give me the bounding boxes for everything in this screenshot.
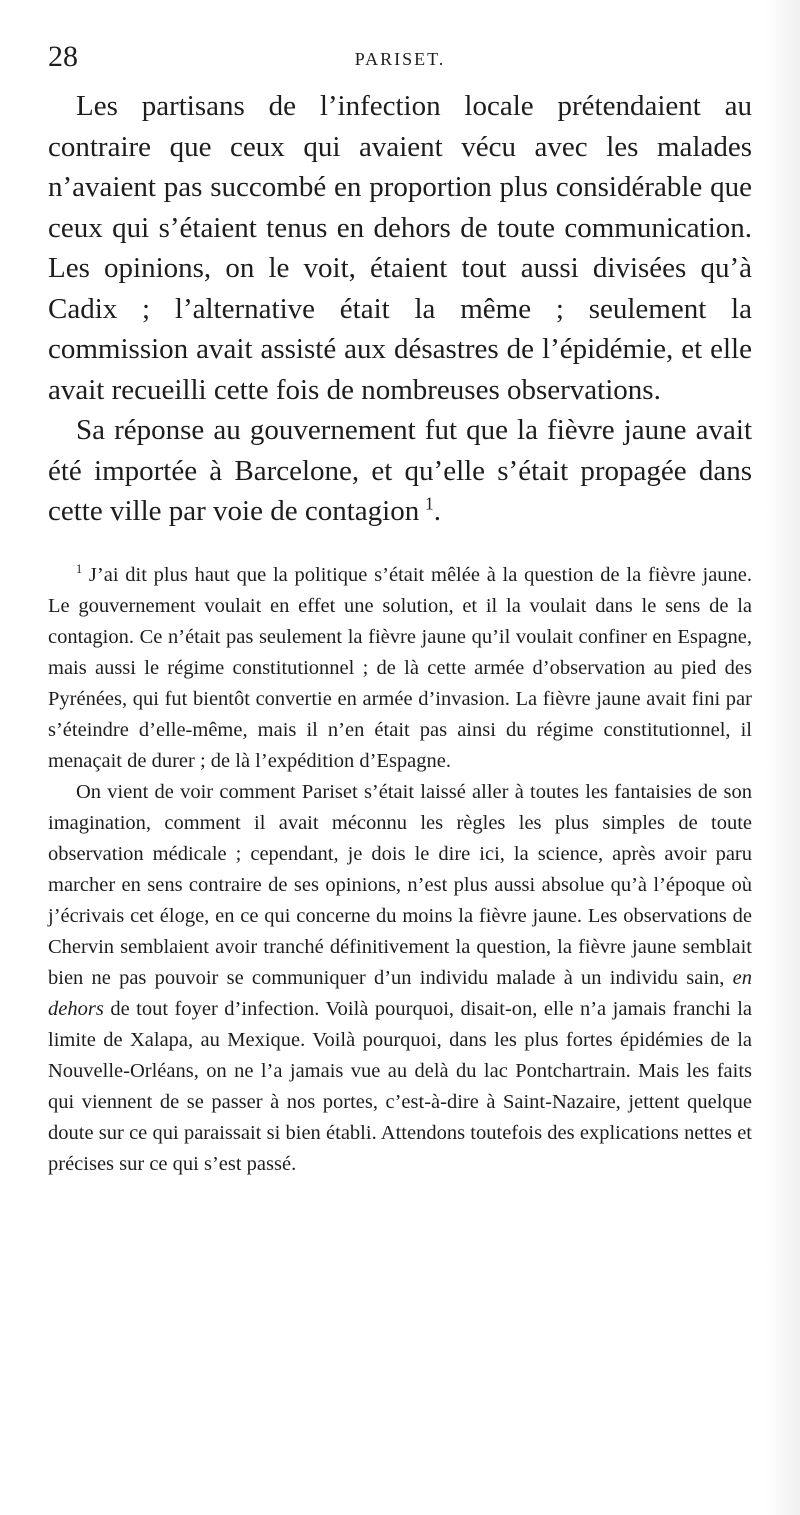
footnote-continuation <box>48 777 752 1180</box>
footnote-block <box>48 560 752 1180</box>
running-head <box>48 40 752 84</box>
running-title: PARISET. <box>354 49 446 69</box>
page-number: 28 <box>48 40 78 73</box>
main-text <box>48 86 752 532</box>
page-edge-shadow <box>766 0 800 1515</box>
footnote-text: J’ai dit plus haut que la politique s’était mêlée à la question de la fièvre jaune. Le gouvernement voulait en effet une solution, et il la voulait dans le sens de la contagion. Ce n’était pas seulement la fièvre jaune qu’il voulait confiner en Espagne, mais aussi le régime constitutionnel ; de là cette armée d’observation au pied des Pyrénées, qui fut bientôt convertie en armée d’invasion. La fièvre jaune avait fini par s’éteindre d’elle-même, mais il n’en était pas ainsi du régime constitutionnel, il menaçait de durer ; de là l’expédition d’Espagne. <box>48 563 753 772</box>
body-paragraph <box>48 86 752 410</box>
italic-phrase: en dehors <box>48 966 752 1020</box>
paragraph-end-punctuation: . <box>433 495 441 527</box>
footnote <box>48 560 752 777</box>
footnote-continuation-text: de tout foyer d’infection. Voilà pourquoi, disait-on, elle n’a jamais franchi la limite de Xalapa, au Mexique. Voilà pourquoi, dans les plus fortes épidémies de la Nouvelle-Orléans, on ne l’a jamais vue au delà du lac Pontchartrain. Mais les faits qui viennent de se passer à nos portes, c’est-à-dire à Saint-Nazaire, jettent quelque doute sur ce qui paraissait si bien établi. Attendons toutefois des explications nettes et précises sur ce qui s’est passé. <box>48 997 753 1175</box>
footnote-reference: 1 <box>425 493 434 514</box>
body-paragraph <box>48 410 752 532</box>
body-paragraph-text: Sa réponse au gouvernement fut que la fièvre jaune avait été importée à Barcelone, et qu’elle s’était propagée dans cette ville par voie de contagion <box>48 414 752 527</box>
footnote-marker: 1 <box>76 561 83 576</box>
body-paragraph-text: Les partisans de l’infection locale prétendaient au contraire que ceux qui avaient vécu avec les malades n’avaient pas succombé en proportion plus considérable que ceux qui s’étaient tenus en dehors de toute communication. Les opinions, on le voit, étaient tout aussi divisées qu’à Cadix ; l’alternative était la même ; seulement la commission avait assisté aux désastres de l’épidémie, et elle avait recueilli cette fois de nombreuses observations. <box>48 90 752 406</box>
footnote-continuation-text: On vient de voir comment Pariset s’était laissé aller à toutes les fantaisies de son imagination, comment il avait méconnu les règles les plus simples de toute observation médicale ; cependant, je dois le dire ici, la science, après avoir paru marcher en sens contraire de ses opinions, n’est plus aussi absolue qu’à l’époque où j’écrivais cet éloge, en ce qui concerne du moins la fièvre jaune. Les observations de Chervin semblaient avoir tranché définitivement la question, la fièvre jaune semblait bien ne pas pouvoir se communiquer d’un individu malade à un individu sain, <box>48 780 752 989</box>
